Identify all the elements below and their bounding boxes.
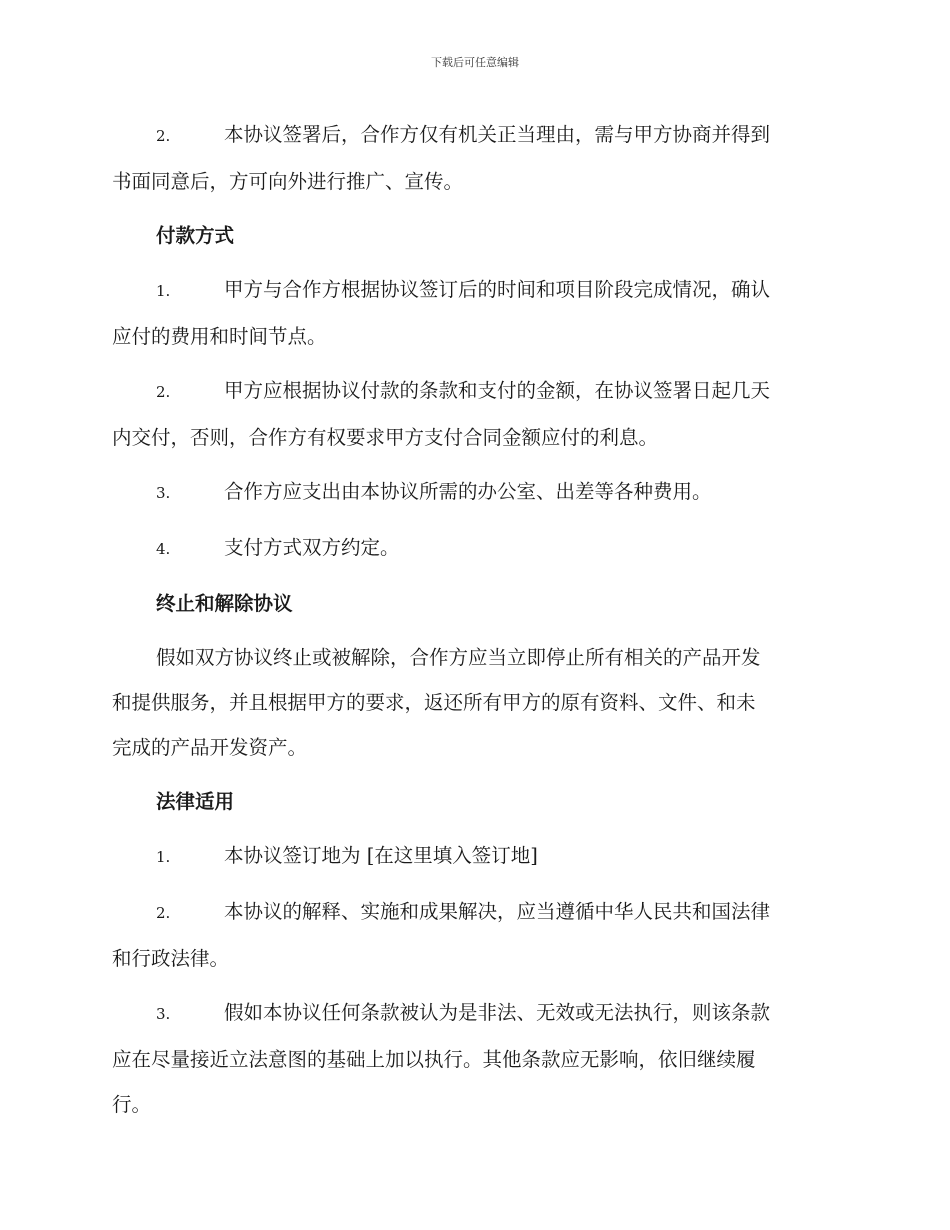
paragraph-line: 和提供服务，并且根据甲方的要求，返还所有甲方的原有资料、文件、和未 <box>112 691 756 714</box>
item-text-continued: 内交付，否则，合作方有权要求甲方支付合同金额应付的利息。 <box>112 426 659 449</box>
item-number: 1. <box>156 848 171 866</box>
item-number: 3. <box>156 484 171 502</box>
section-heading-termination: 终止和解除协议 <box>156 592 293 615</box>
item-text: 假如本协议任何条款被认为是非法、无效或无法执行，则该条款 <box>224 1001 771 1024</box>
item-text: 支付方式双方约定。 <box>224 536 400 559</box>
item-number: 1. <box>156 282 171 300</box>
list-item <box>112 990 834 1127</box>
item-text: 甲方应根据协议付款的条款和支付的金额，在协议签署日起几天 <box>224 379 771 402</box>
item-number: 2. <box>156 383 171 401</box>
item-text: 甲方与合作方根据协议签订后的时间和项目阶段完成情况，确认 <box>224 278 771 301</box>
section-heading-payment: 付款方式 <box>156 224 235 247</box>
item-number: 2. <box>156 127 171 145</box>
paragraph-line: 完成的产品开发资产。 <box>112 736 308 759</box>
item-text-continued: 行。 <box>112 1093 152 1116</box>
item-number: 3. <box>156 1005 171 1023</box>
item-text: 本协议签署后，合作方仅有机关正当理由，需与甲方协商并得到 <box>224 123 771 146</box>
page-header: 下载后可任意编辑 <box>431 56 519 69</box>
item-text: 合作方应支出由本协议所需的办公室、出差等各种费用。 <box>224 480 712 503</box>
item-text: 本协议的解释、实施和成果解决，应当遵循中华人民共和国法律 <box>224 900 771 923</box>
item-text: 本协议签订地为 [在这里填入签订地] <box>224 844 538 867</box>
paragraph-line: 假如双方协议终止或被解除，合作方应当立即停止所有相关的产品开发 <box>156 646 761 669</box>
list-item <box>112 267 834 359</box>
item-text-continued: 书面同意后，方可向外进行推广、宣传。 <box>112 170 464 193</box>
list-item <box>112 112 834 204</box>
list-item <box>112 368 834 460</box>
item-number: 2. <box>156 904 171 922</box>
list-item <box>112 525 834 572</box>
list-item <box>112 889 834 981</box>
document-body <box>112 112 834 1136</box>
list-item <box>112 833 834 880</box>
list-item <box>112 469 834 516</box>
paragraph <box>112 635 834 770</box>
section-heading-law: 法律适用 <box>156 790 235 813</box>
item-text-continued: 和行政法律。 <box>112 947 230 970</box>
item-text-continued: 应在尽量接近立法意图的基础上加以执行。其他条款应无影响，依旧继续履 <box>112 1048 756 1071</box>
item-text-continued: 应付的费用和时间节点。 <box>112 325 327 348</box>
item-number: 4. <box>156 540 171 558</box>
